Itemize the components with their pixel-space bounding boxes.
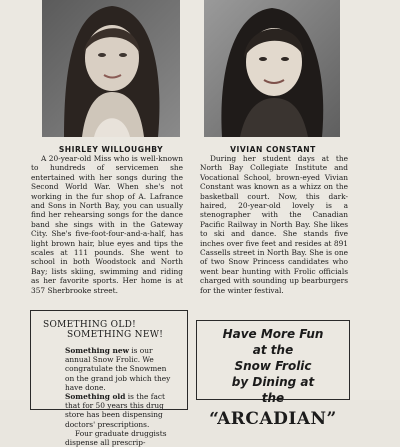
ad-line-by-dining: by Dining at — [231, 375, 315, 389]
drug-store-advertisement — [30, 310, 188, 447]
bio-text-vivian: During her student days at the North Bay Collegiate Institute and Vocational School, brown-eyed Vivian Constant was known as a whizz on the basketball court. Now, this dark-haired, 20-year-old lovely is a stenographer with the Canadian Pacific Railway in North Bay. She likes to ski and dance. She stands five inches over five feet and resides at 891 Cassells street in North Bay. She is one of two Snow Princess candidates who went bear hunting with Frolic officials charged with sounding up bearburgers for the winter festival. — [200, 154, 348, 295]
ad-line-snow-frolic: Snow Frolic — [234, 359, 312, 373]
bio-text-shirley: A 20-year-old Miss who is well-known to hundreds of servicemen she entertained with her songs during the Second World War. When she's not working in the fur shop of A. Lafrance and Sons in North Bay, you can usually find her rehearsing songs for the dance band she sings with in the Gateway City. She's five-foot-four-and-a-half, has light brown hair, blue eyes and tips the scales at 111 pounds. She went to school in both Woodstock and North Bay; lists skiing, swimming and riding as her favorite sports. Her home is at 357 Sherbrooke street. — [31, 154, 183, 295]
arcadian-advertisement — [196, 320, 350, 429]
ad-paragraph-old-text: is the fact that for 50 years this drug store has been dispensing doctors' prescriptions. — [65, 392, 165, 429]
ad-emphasis-old: Something old — [65, 392, 126, 402]
portrait-photo-icon — [204, 0, 340, 137]
portrait-photo-vivian — [204, 0, 340, 137]
ad-paragraph-new — [65, 346, 177, 392]
ad-paragraph-druggists: Four graduate druggists dispense all prescrip- — [65, 428, 167, 447]
portrait-photo-icon — [42, 0, 180, 137]
caption-name-vivian: VIVIAN CONSTANT — [230, 145, 316, 154]
ad-heading-old: SOMETHING OLD! — [43, 320, 137, 330]
ad-brand-arcadian: “ARCADIAN” — [209, 409, 337, 429]
ad-line-the: the — [261, 391, 285, 405]
ad-line-have-more-fun: Have More Fun — [222, 327, 324, 341]
ad-paragraph-new-text: is our annual Snow Frolic. We congratulate the Snowmen on the grand job which they have done. — [65, 346, 171, 392]
ad-heading-new: SOMETHING NEW! — [67, 330, 164, 340]
caption-name-shirley: SHIRLEY WILLOUGHBY — [58, 145, 164, 154]
ad-emphasis-new: Something new — [65, 346, 129, 355]
ad-body — [65, 346, 177, 447]
ad-line-at-the: at the — [252, 343, 294, 357]
ad-paragraph-old — [65, 392, 177, 429]
portrait-photo-shirley — [42, 0, 180, 137]
